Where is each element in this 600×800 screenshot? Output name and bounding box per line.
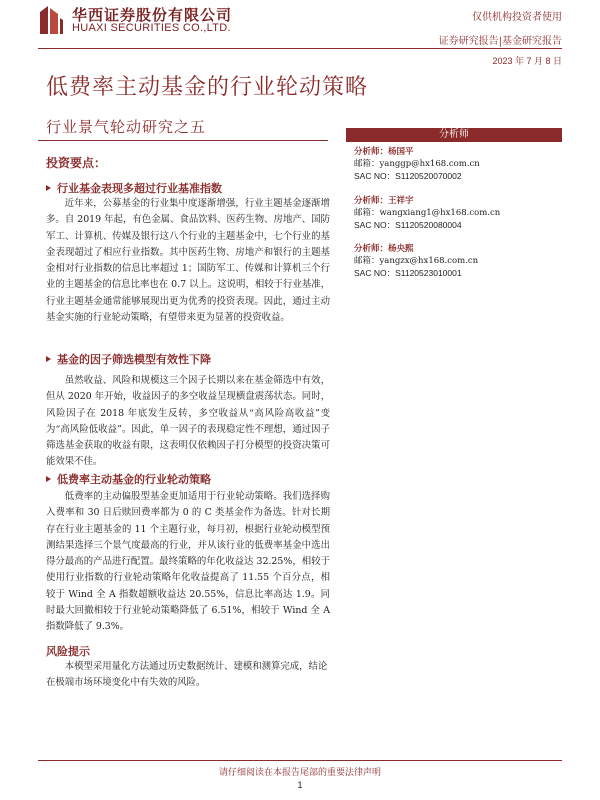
section-heading-1: 行业基金表现多超过行业基准指数 xyxy=(46,180,222,196)
report-type: 证券研究报告|基金研究报告 xyxy=(438,36,562,47)
logo-icon xyxy=(38,4,64,36)
analyst-card-2 xyxy=(354,195,564,231)
subtitle-divider xyxy=(38,140,328,141)
analyst-sac: SAC NO：S1120520080004 xyxy=(354,220,462,230)
section-paragraph-3: 低费率的主动偏股型基金更加适用于行业轮动策略。我们选择购入费率和 30 日后赎回费率都为 0 的 C 类基金作为备选。针对长期存在行业主题基金的 11 个主题行业，每月初，根据行业轮动模型预测结果选择三个景气度最高的行业，并从该行业的低费率基金中选出得分最高的产品进行配置。最终策略的年化收益达 32.25%，相较于使用行业指数的行业轮动策略年化收益提高了 11.55 个百分点，相较于 Wind 全 A 指数超额收益达 20.55%，信息比率高达 1.9。同时最大回撤相较于行业轮动策略降低了 6.51%，相较于 Wind 全 A 指数降低了 9.3%。 xyxy=(46,491,330,633)
analyst-name: 分析师：杨央熙 xyxy=(354,244,414,254)
bullet-icon xyxy=(46,476,51,482)
analyst-name: 分析师：王祥宇 xyxy=(354,196,414,206)
section-paragraph-2: 虽然收益、风险和规模这三个因子长期以来在基金筛选中有效，但从 2020 年开始，收益因子的多空收益呈现横盘震荡状态。同时，风险因子在 2018 年底发生反转，多空收益从“高风险高收益”变为“高风险低收益”。因此，单一因子的表现稳定性不理想，通过因子筛选基金获取的收益有限，这表明仅依赖因子打分模型的投资决策可能效果不佳。 xyxy=(46,375,330,468)
section-heading-2: 基金的因子筛选模型有效性下降 xyxy=(46,351,211,367)
analyst-name: 分析师：杨国平 xyxy=(354,147,414,157)
analyst-email: 邮箱：yangzx@hx168.com.cn xyxy=(354,256,479,266)
analyst-sac: SAC NO：S1120520070002 xyxy=(354,171,462,181)
analyst-email: 邮箱：yanggp@hx168.com.cn xyxy=(354,159,480,169)
company-name-cn: 华西证券股份有限公司 xyxy=(72,6,233,24)
report-subtitle: 行业景气轮动研究之五 xyxy=(46,118,207,136)
report-date: 2023 年 7 月 8 日 xyxy=(492,56,562,66)
report-title: 低费率主动基金的行业轮动策略 xyxy=(46,75,369,100)
footer-divider xyxy=(38,760,562,761)
summary-heading: 投资要点： xyxy=(46,156,107,170)
analyst-card-3 xyxy=(354,243,564,279)
section-paragraph-1: 近年来，公募基金的行业集中度逐渐增强，行业主题基金逐渐增多。自 2019 年起，有色金属、食品饮料、医药生物、房地产、国防军工、计算机、传媒及银行这八个行业的主题基金中，七个行业的基金表现超过了相应行业指数。其中医药生物、房地产和银行的主题基金相对行业指数的信息比率超过 1；国防军工、传媒和计算机三个行业的主题基金的信息比率也在 0.7 以上。这说明，相较于行业基准，行业主题基金通常能够展现出更为优秀的投资表现。因此，通过主动基金实施的行业轮动策略，有望带来更为显著的投资收益。 xyxy=(46,198,330,324)
bullet-icon xyxy=(46,356,51,362)
audience-note: 仅供机构投资者使用 xyxy=(472,12,562,23)
bullet-icon xyxy=(46,185,51,191)
analyst-email: 邮箱：wangxiang1@hx168.com.cn xyxy=(354,208,501,218)
analyst-bar: 分析师 xyxy=(346,128,562,142)
risk-paragraph: 本模型采用量化方法通过历史数据统计、建模和测算完成，结论在极端市场环境变化中有失效的风险。 xyxy=(46,661,328,689)
analyst-sac: SAC NO：S1120523010001 xyxy=(354,268,462,278)
analyst-card-1 xyxy=(354,146,564,182)
header-divider xyxy=(38,48,562,49)
footer-disclaimer: 请仔细阅读在本报告尾部的重要法律声明 xyxy=(218,768,381,778)
risk-heading: 风险提示 xyxy=(46,645,90,658)
section-heading-3: 低费率主动基金的行业轮动策略 xyxy=(46,471,211,487)
page-number: 1 xyxy=(297,780,303,790)
company-name-en: HUAXI SECURITIES CO.,LTD. xyxy=(72,22,231,34)
